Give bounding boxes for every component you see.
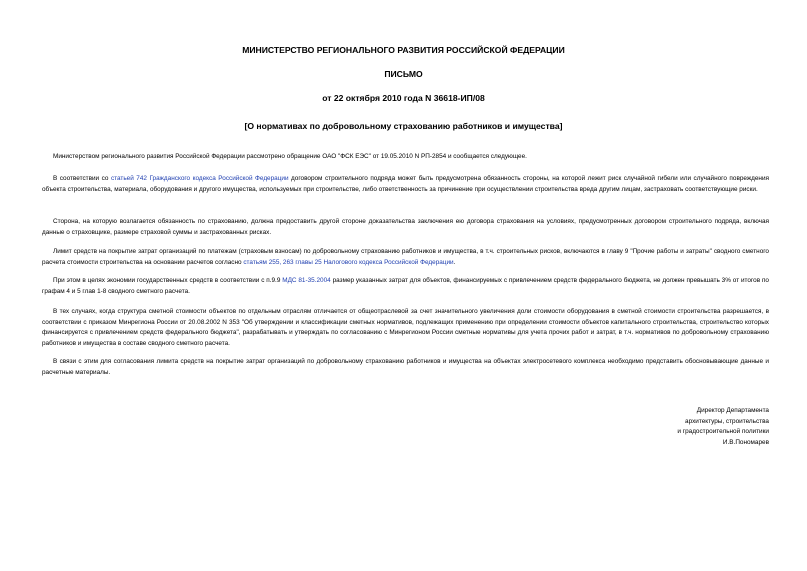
document-type: ПИСЬМО xyxy=(384,69,423,79)
civil-code-article-742-link[interactable]: статьей 742 Гражданского кодекса Российской Федерации xyxy=(110,175,289,182)
paragraph-6: В тех случаях, когда структура сметной стоимости объектов по отдельным отраслям отличается от общеотраслевой за счет значительного увеличения доли стоимости оборудования в сметной стоимости строительства разрешается, в соответствии с приказом Минрегиона России от 20.08.2002 N 353 "Об утверждении и классификации сметных нормативов, подлежащих применению при определении стоимости объектов капитального строительства, строительство которых финансируется с привлечением средств федерального бюджета", разрабатывать и утверждать по согласованию с Минрегионом России сметные нормативы для учета прочих работ и затрат, в т.ч. нормативов по добровольному страхованию работников и имущества в составе сводного сметного расчета. xyxy=(42,308,769,347)
ministry-heading: МИНИСТЕРСТВО РЕГИОНАЛЬНОГО РАЗВИТИЯ РОССИЙСКОЙ ФЕДЕРАЦИИ xyxy=(242,45,565,55)
paragraph-2-text-a: В соответствии со xyxy=(53,175,111,182)
paragraph-5 xyxy=(42,276,769,297)
document-subject: [О нормативах по добровольному страхованию работников и имущества] xyxy=(244,121,563,131)
paragraph-3: Сторона, на которую возлагается обязанность по страхованию, должна предоставить другой стороне доказательства заключения ею договора страхования на условиях, предусмотренных договором строительного подряда, включая данные о страховщике, размере страховой суммы и застрахованных рисках. xyxy=(42,218,769,236)
paragraph-7: В связи с этим для согласования лимита средств на покрытие затрат организаций по добровольному страхованию работников и имущества на объектах электросетевого комплекса необходимо представить обосновывающие данные и расчетные материалы. xyxy=(42,358,769,376)
signature-block xyxy=(677,406,769,448)
paragraph-2 xyxy=(42,174,769,195)
paragraph-1: Министерством регионального развития Российской Федерации рассмотрено обращение ОАО "ФСК ЕЭС" от 19.05.2010 N РП-2854 и сообщается следующее. xyxy=(53,153,527,160)
mds-81-35-2004-link[interactable]: МДС 81-35.2004 xyxy=(282,277,331,284)
signature-position-line-1: Директор Департамента xyxy=(696,407,769,414)
signature-name: И.В.Пономарев xyxy=(722,438,769,446)
paragraph-2-text-b: договором строительного подряда может быть предусмотрена обязанность стороны, на которой лежит риск случайной гибели или случайного повреждения объекта строительства, материала, оборудования и другого имущества, используемых при строительстве, либо ответственность за причинение при осуществлении строительства вреда другим лицам, застраховать соответствующие риски. xyxy=(42,175,769,193)
paragraph-4 xyxy=(42,247,769,268)
document-date-number: от 22 октября 2010 года N 36618-ИП/08 xyxy=(322,93,485,103)
tax-code-articles-link[interactable]: статьям 255, 263 главы 25 Налогового кодекса Российской Федерации xyxy=(243,258,454,266)
signature-position-line-3: и градостроительной политики xyxy=(677,428,769,436)
paragraph-5-text-a: При этом в целях экономии государственных средств в соответствии с п.9.9 xyxy=(53,277,283,284)
paragraph-4-text-a: Лимит средств на покрытие затрат организаций по платежам (страховым взносам) по добровольному страхованию работников и имущества, в т.ч. строительных рисков, включаются в главу 9 "Прочие работы и затраты" сводного сметного расчета стоимости строительства на основании расчетов согласно xyxy=(42,248,769,266)
paragraph-4-text-b: . xyxy=(453,258,456,266)
signature-position-line-2: архитектуры, строительства xyxy=(685,417,769,425)
paragraph-5-text-b: размер указанных затрат для объектов, финансируемых с привлечением средств федерального бюджета, не должен превышать 3% от итогов по графам 4 и 5 глав 1-8 сводного сметного расчета. xyxy=(42,277,769,295)
